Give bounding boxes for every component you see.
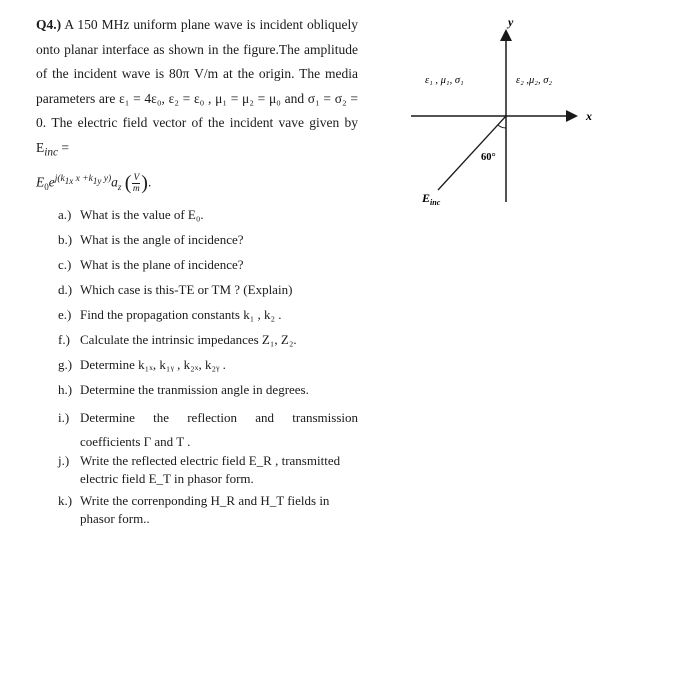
incident-field-vector [438,116,506,190]
problem-statement [36,13,358,199]
problem-intro-sub: inc [44,146,58,159]
medium1-label: ε₁ , μ₁, σ₁ [425,75,464,86]
angle-label: 60° [481,152,496,163]
problem-intro-end: = [58,139,69,155]
list-item: f.) Calculate the intrinsic impedances Z₁, Z₂. [58,332,297,347]
medium2-label: ε₂ ,μ₂, σ₂ [516,75,553,86]
interface-diagram [405,12,605,212]
list-item: i.) Determine the reflection and transmission coefficients Γ and T . [58,410,358,449]
question-list [58,206,358,532]
y-axis-label: y [508,15,514,29]
list-item: a.) What is the value of E₀. [58,207,204,222]
angle-arc [498,125,506,128]
list-item: e.) Find the propagation constants k₁ , k₂ . [58,307,282,322]
field-label: $E_{inc}$ [422,191,441,207]
unit-fraction: $\frac{V}{m}$ [132,172,140,194]
incident-field-formula: $E_0e^{j(k_{1x} x +k_{1y} y)}a_z$ ( $\frac{V}{m}$ ). [36,171,152,194]
question-number: Q4.) [36,17,62,32]
list-item: b.) What is the angle of incidence? [58,232,244,247]
list-item: j.) Write the reflected electric field E_R , transmitted electric field E_T in phasor form. [58,453,341,486]
list-item: d.) Which case is this-TE or TM ? (Explain) [58,282,293,297]
x-axis-label: x [586,109,592,123]
list-item: h.) Determine the tranmission angle in degrees. [58,382,309,397]
problem-intro: A 150 MHz uniform plane wave is incident obliquely onto planar interface as shown in the figure.The amplitude of the incident wave is 80π V/m at the origin. The media parameters are ε₁ = 4ε₀, ε₂ = ε₀ , μ₁ = μ₂ = μ₀ and σ₁ = σ₂ = 0. The electric field vector of the incident vave given by E [36,17,358,155]
list-item: c.) What is the plane of incidence? [58,257,244,272]
list-item: g.) Determine k₁ₓ, k₁ᵧ , k₂ₓ, k₂ᵧ . [58,357,226,372]
list-item: k.) Write the correnponding H_R and H_T fields in phasor form.. [58,493,330,526]
